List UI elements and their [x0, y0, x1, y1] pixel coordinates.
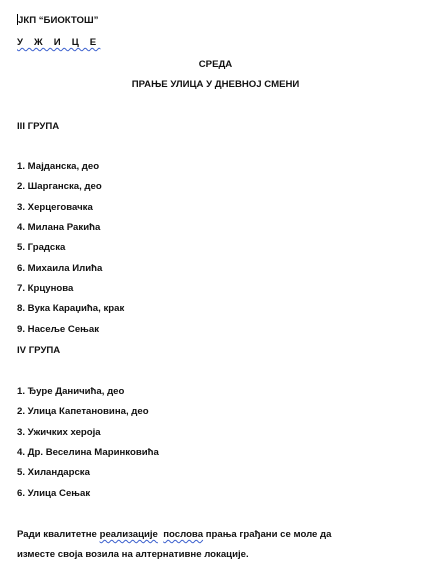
group-3-item: 8. Вука Караџића, крак: [17, 303, 125, 314]
group-3-item: 7. Крцунова: [17, 283, 74, 294]
city-name: [17, 37, 100, 49]
notice-line-2: изместе своја возила на алтернативне локације.: [17, 549, 249, 560]
group-4-item: 5. Хиландарска: [17, 467, 90, 478]
group-4-item: 4. Др. Веселина Маринковића: [17, 447, 159, 458]
company-name: [17, 14, 98, 27]
notice-spellcheck-word: послова: [163, 529, 204, 540]
group-4-item: 6. Улица Сењак: [17, 488, 91, 499]
document-title: ПРАЊЕ УЛИЦА У ДНЕВНОЈ СМЕНИ: [131, 79, 300, 90]
group-4-item: 1. Ђуре Даничића, део: [17, 386, 125, 397]
group-3-item: 4. Милана Ракића: [17, 222, 101, 233]
group-4-item: 3. Ужичких хероја: [17, 427, 101, 438]
notice-line-1: [17, 529, 331, 541]
group-3-heading: III ГРУПА: [17, 121, 60, 132]
city-name-text: У Ж И Ц Е: [17, 37, 101, 48]
group-3-item: 5. Градска: [17, 242, 66, 253]
group-3-item: 3. Херцеговачка: [17, 202, 93, 213]
company-name-text: ЈКП “БИОКТОШ”: [18, 15, 99, 26]
notice-text: Ради квалитетне: [17, 529, 100, 540]
notice-text: прања грађани се моле да: [203, 529, 332, 540]
group-3-item: 6. Михаила Илића: [17, 263, 103, 274]
group-3-item: 1. Мајданска, део: [17, 161, 100, 172]
notice-spellcheck-word: реализације: [99, 529, 158, 540]
group-3-item: 2. Шарганска, део: [17, 181, 102, 192]
group-4-item: 2. Улица Капетановина, део: [17, 406, 149, 417]
group-3-item: 9. Насеље Сењак: [17, 324, 99, 335]
day-title: СРЕДА: [198, 59, 233, 70]
group-4-heading: IV ГРУПА: [17, 345, 61, 356]
